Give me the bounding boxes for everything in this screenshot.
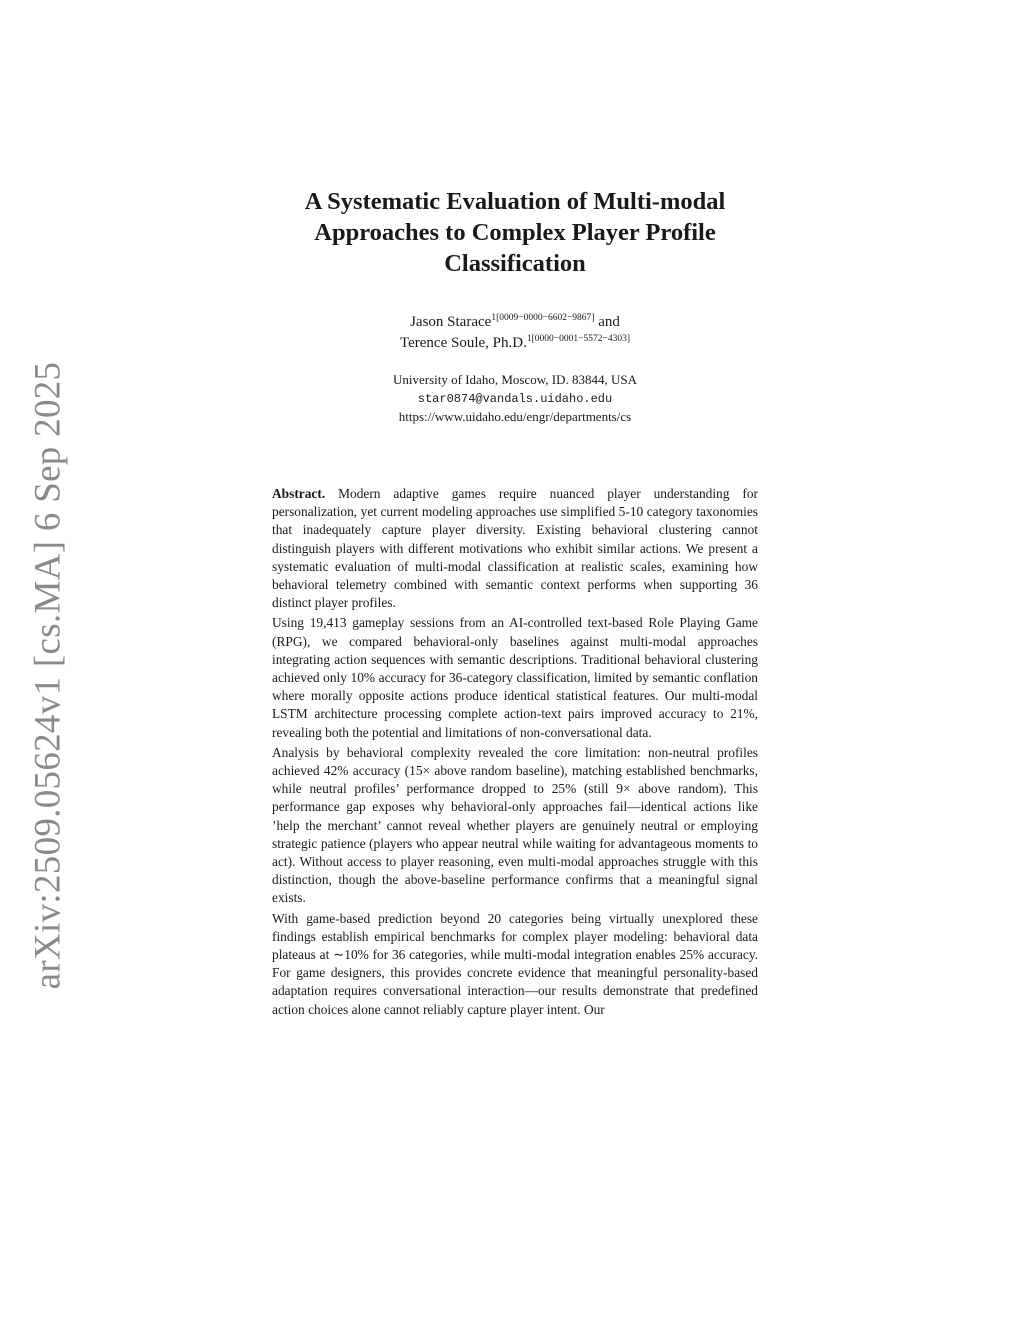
institution: University of Idaho, Moscow, ID. 83844, USA — [393, 372, 637, 387]
abstract-label: Abstract. — [272, 486, 326, 501]
abstract-paragraph-1 — [272, 485, 758, 612]
author-1-name: Jason Starace — [410, 314, 492, 330]
title-line-3: Classification — [444, 250, 586, 277]
abstract-paragraph-2: Using 19,413 gameplay sessions from an AI-controlled text-based Role Playing Game (RPG), we compared behavioral-only baselines against multi-modal approaches integrating action sequences with semantic descriptions. Traditional behavioral clustering achieved only 10% accuracy for 36-category classification, limited by semantic conflation where morally opposite actions produce identical statistical features. Our multi-modal LSTM architecture processing complete action-text pairs improved accuracy to 21%, revealing both the potential and limitations of non-conversational data. — [272, 615, 758, 740]
abstract-paragraph-3: Analysis by behavioral complexity revealed the core limitation: non-neutral profiles achieved 42% accuracy (15× above random baseline), matching established benchmarks, while neutral profiles’ performance dropped to 25% (still 9× above random). This performance gap exposes why behavioral-only approaches fail—identical actions like ’help the merchant’ cannot reveal whether players are genuinely neutral or employing strategic patience (players who appear neutral while waiting for advantageous moments to act). Without access to player reasoning, even multi-modal approaches struggle with this distinction, though the above-baseline performance confirms that a meaningful signal exists. — [272, 744, 758, 906]
department-url: https://www.uidaho.edu/engr/departments/cs — [398, 409, 632, 424]
affiliation-block — [300, 371, 730, 427]
author-2-name: Terence Soule, Ph.D. — [400, 335, 527, 351]
author-2-orcid: 1[0000−0001−5572−4303] — [526, 334, 630, 344]
title-line-1: A Systematic Evaluation of Multi-modal — [304, 188, 726, 215]
author-email: star0874@vandals.uidaho.edu — [417, 391, 613, 406]
abstract-paragraph-4: With game-based prediction beyond 20 categories being virtually unexplored these findings establish empirical benchmarks for complex player modeling: behavioral data plateaus at ∼10% for 36 categories, while multi-modal integration enables 25% accuracy. For game designers, this provides concrete evidence that meaningful personality-based adaptation requires conversational interaction—our results demonstrate that predefined action choices alone cannot reliably capture player intent. Our — [272, 910, 758, 1017]
author-list — [300, 312, 730, 354]
author-line-1 — [300, 312, 730, 333]
author-conjunction: and — [598, 314, 620, 330]
paper-title — [240, 186, 790, 279]
abstract-p1-text: Modern adaptive games require nuanced player understanding for personalization, yet current modeling approaches use simplified 5-10 category taxonomies that inadequately capture player diversity. Existing behavioral clustering cannot distinguish players with different motivations who exhibit similar actions. We present a systematic evaluation of multi-modal classification at realistic scales, examining how behavioral telemetry combined with semantic context performs when supporting 36 distinct player profiles. — [272, 486, 758, 611]
author-line-2 — [300, 333, 730, 354]
arxiv-side-stamp — [18, 361, 78, 989]
arxiv-identifier: arXiv:2509.05624v1 [cs.MA] 6 Sep 2025 — [27, 361, 69, 989]
abstract — [272, 485, 758, 1021]
title-line-2: Approaches to Complex Player Profile — [314, 219, 716, 246]
author-1-orcid: 1[0009−0000−6602−9867] — [491, 313, 595, 323]
